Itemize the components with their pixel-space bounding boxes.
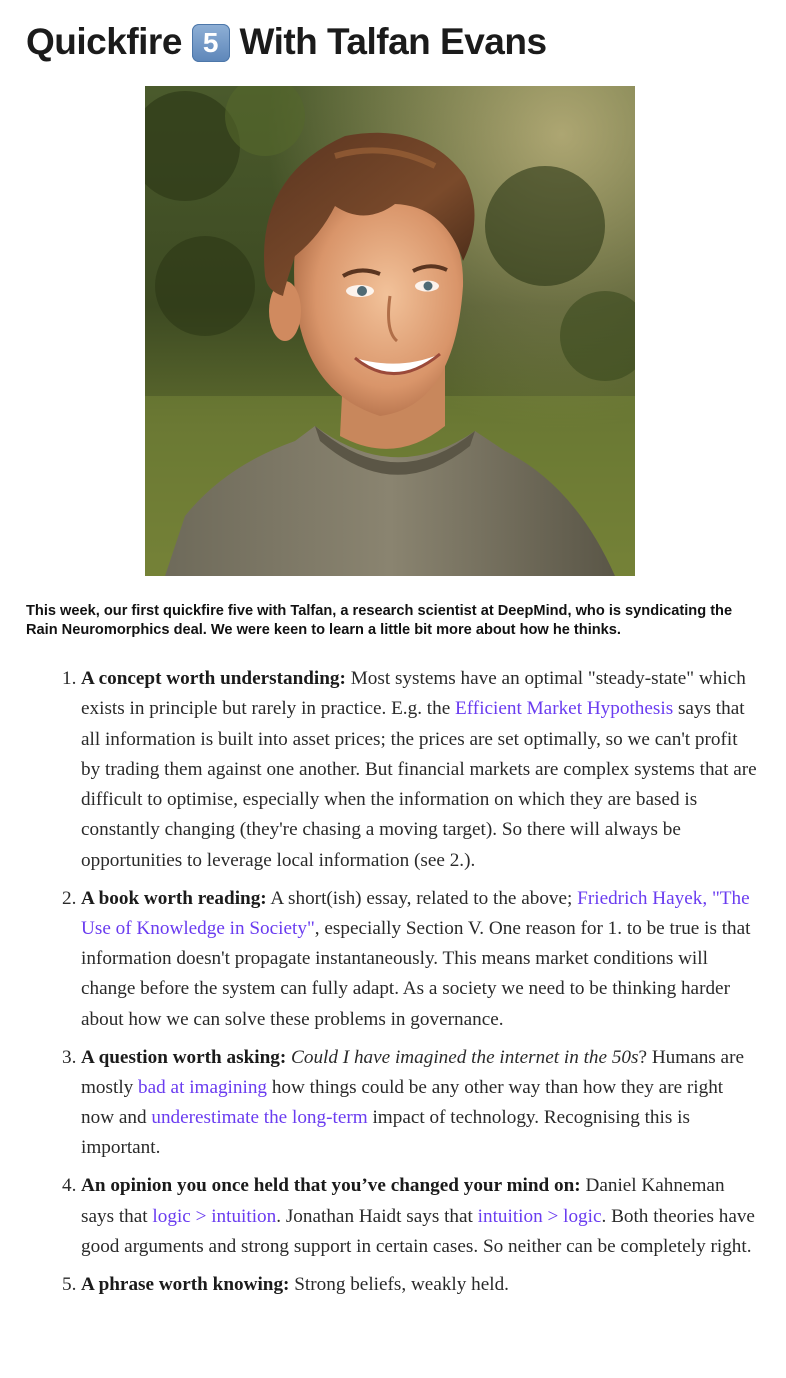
list-item-number: 2. <box>62 887 77 909</box>
intuition-over-logic-link[interactable]: intuition > logic <box>477 1205 602 1227</box>
list-item-heading: An opinion you once held that you’ve changed your mind on: <box>81 1175 581 1197</box>
list-item-text: , especially Section V. One reason for 1. to be true is that information doesn't propagate instantaneously. This means market conditions will change before the system can fully adapt. As a society we need to be thinking harder about how we can solve these problems in governance. <box>81 917 751 1030</box>
list-item-number: 5. <box>62 1273 77 1295</box>
list-item-text: Daniel Kahneman says that <box>81 1175 725 1227</box>
keycap-five-emoji: 5 <box>192 24 230 62</box>
list-item-text: . Jonathan Haidt says that <box>276 1205 478 1227</box>
list-item <box>0 884 786 1035</box>
portrait-photo <box>145 86 635 576</box>
list-item-text: A short(ish) essay, related to the above; <box>266 887 578 909</box>
list-item-question: Could I have imagined the internet in the 50s <box>291 1046 639 1068</box>
list-item-heading: A phrase worth knowing: <box>81 1273 290 1295</box>
efficient-market-hypothesis-link[interactable]: Efficient Market Hypothesis <box>455 698 674 720</box>
quickfire-list <box>0 664 786 1307</box>
list-item <box>0 664 786 876</box>
list-item-text: Most systems have an optimal "steady-state" which exists in principle but rarely in practice. E.g. the <box>81 668 746 720</box>
list-item <box>0 1171 786 1262</box>
title-text-after: With Talfan Evans <box>239 21 547 62</box>
list-item <box>0 1270 786 1300</box>
bad-at-imagining-link[interactable]: bad at imagining <box>138 1076 268 1098</box>
list-item-text: . Both theories have good arguments and strong support in certain cases. So neither can be completely right. <box>81 1205 755 1257</box>
hayek-essay-link[interactable]: Friedrich Hayek, "The Use of Knowledge in Society" <box>81 887 750 939</box>
list-item-text: says that all information is built into asset prices; the prices are set optimally, so we can't profit by trading them against one another. But financial markets are complex systems that are difficult to optimise, especially when the information on which they are based is constantly changing (they're chasing a moving target). So there will always be opportunities to leverage local information (see 2.). <box>81 698 757 871</box>
list-item-heading: A concept worth understanding: <box>81 668 346 689</box>
list-item-text: how things could be any other way than how they are right now and <box>81 1076 724 1129</box>
list-item-heading: A question worth asking: <box>81 1046 287 1068</box>
list-item <box>0 1043 786 1164</box>
list-item-text: ? Humans are mostly <box>81 1046 744 1098</box>
underestimate-long-term-link[interactable]: underestimate the long-term <box>151 1107 368 1129</box>
list-item-text: Strong beliefs, weakly held. <box>289 1273 509 1295</box>
list-item-number: 4. <box>62 1175 77 1197</box>
title-text-before: Quickfire <box>26 21 182 62</box>
intro-text: This week, our first quickfire five with Talfan, a research scientist at DeepMind, who is syndicating the Rain Neuromorphics deal. We were keen to learn a little bit more about how he thinks. <box>26 603 733 638</box>
list-item-text: impact of technology. Recognising this is important. <box>81 1107 690 1159</box>
list-item-heading: A book worth reading: <box>81 887 267 909</box>
logic-over-intuition-link[interactable]: logic > intuition <box>152 1205 277 1227</box>
page-title <box>26 16 547 68</box>
list-item-number: 3. <box>62 1046 77 1068</box>
list-item-number: 1. <box>62 668 77 689</box>
